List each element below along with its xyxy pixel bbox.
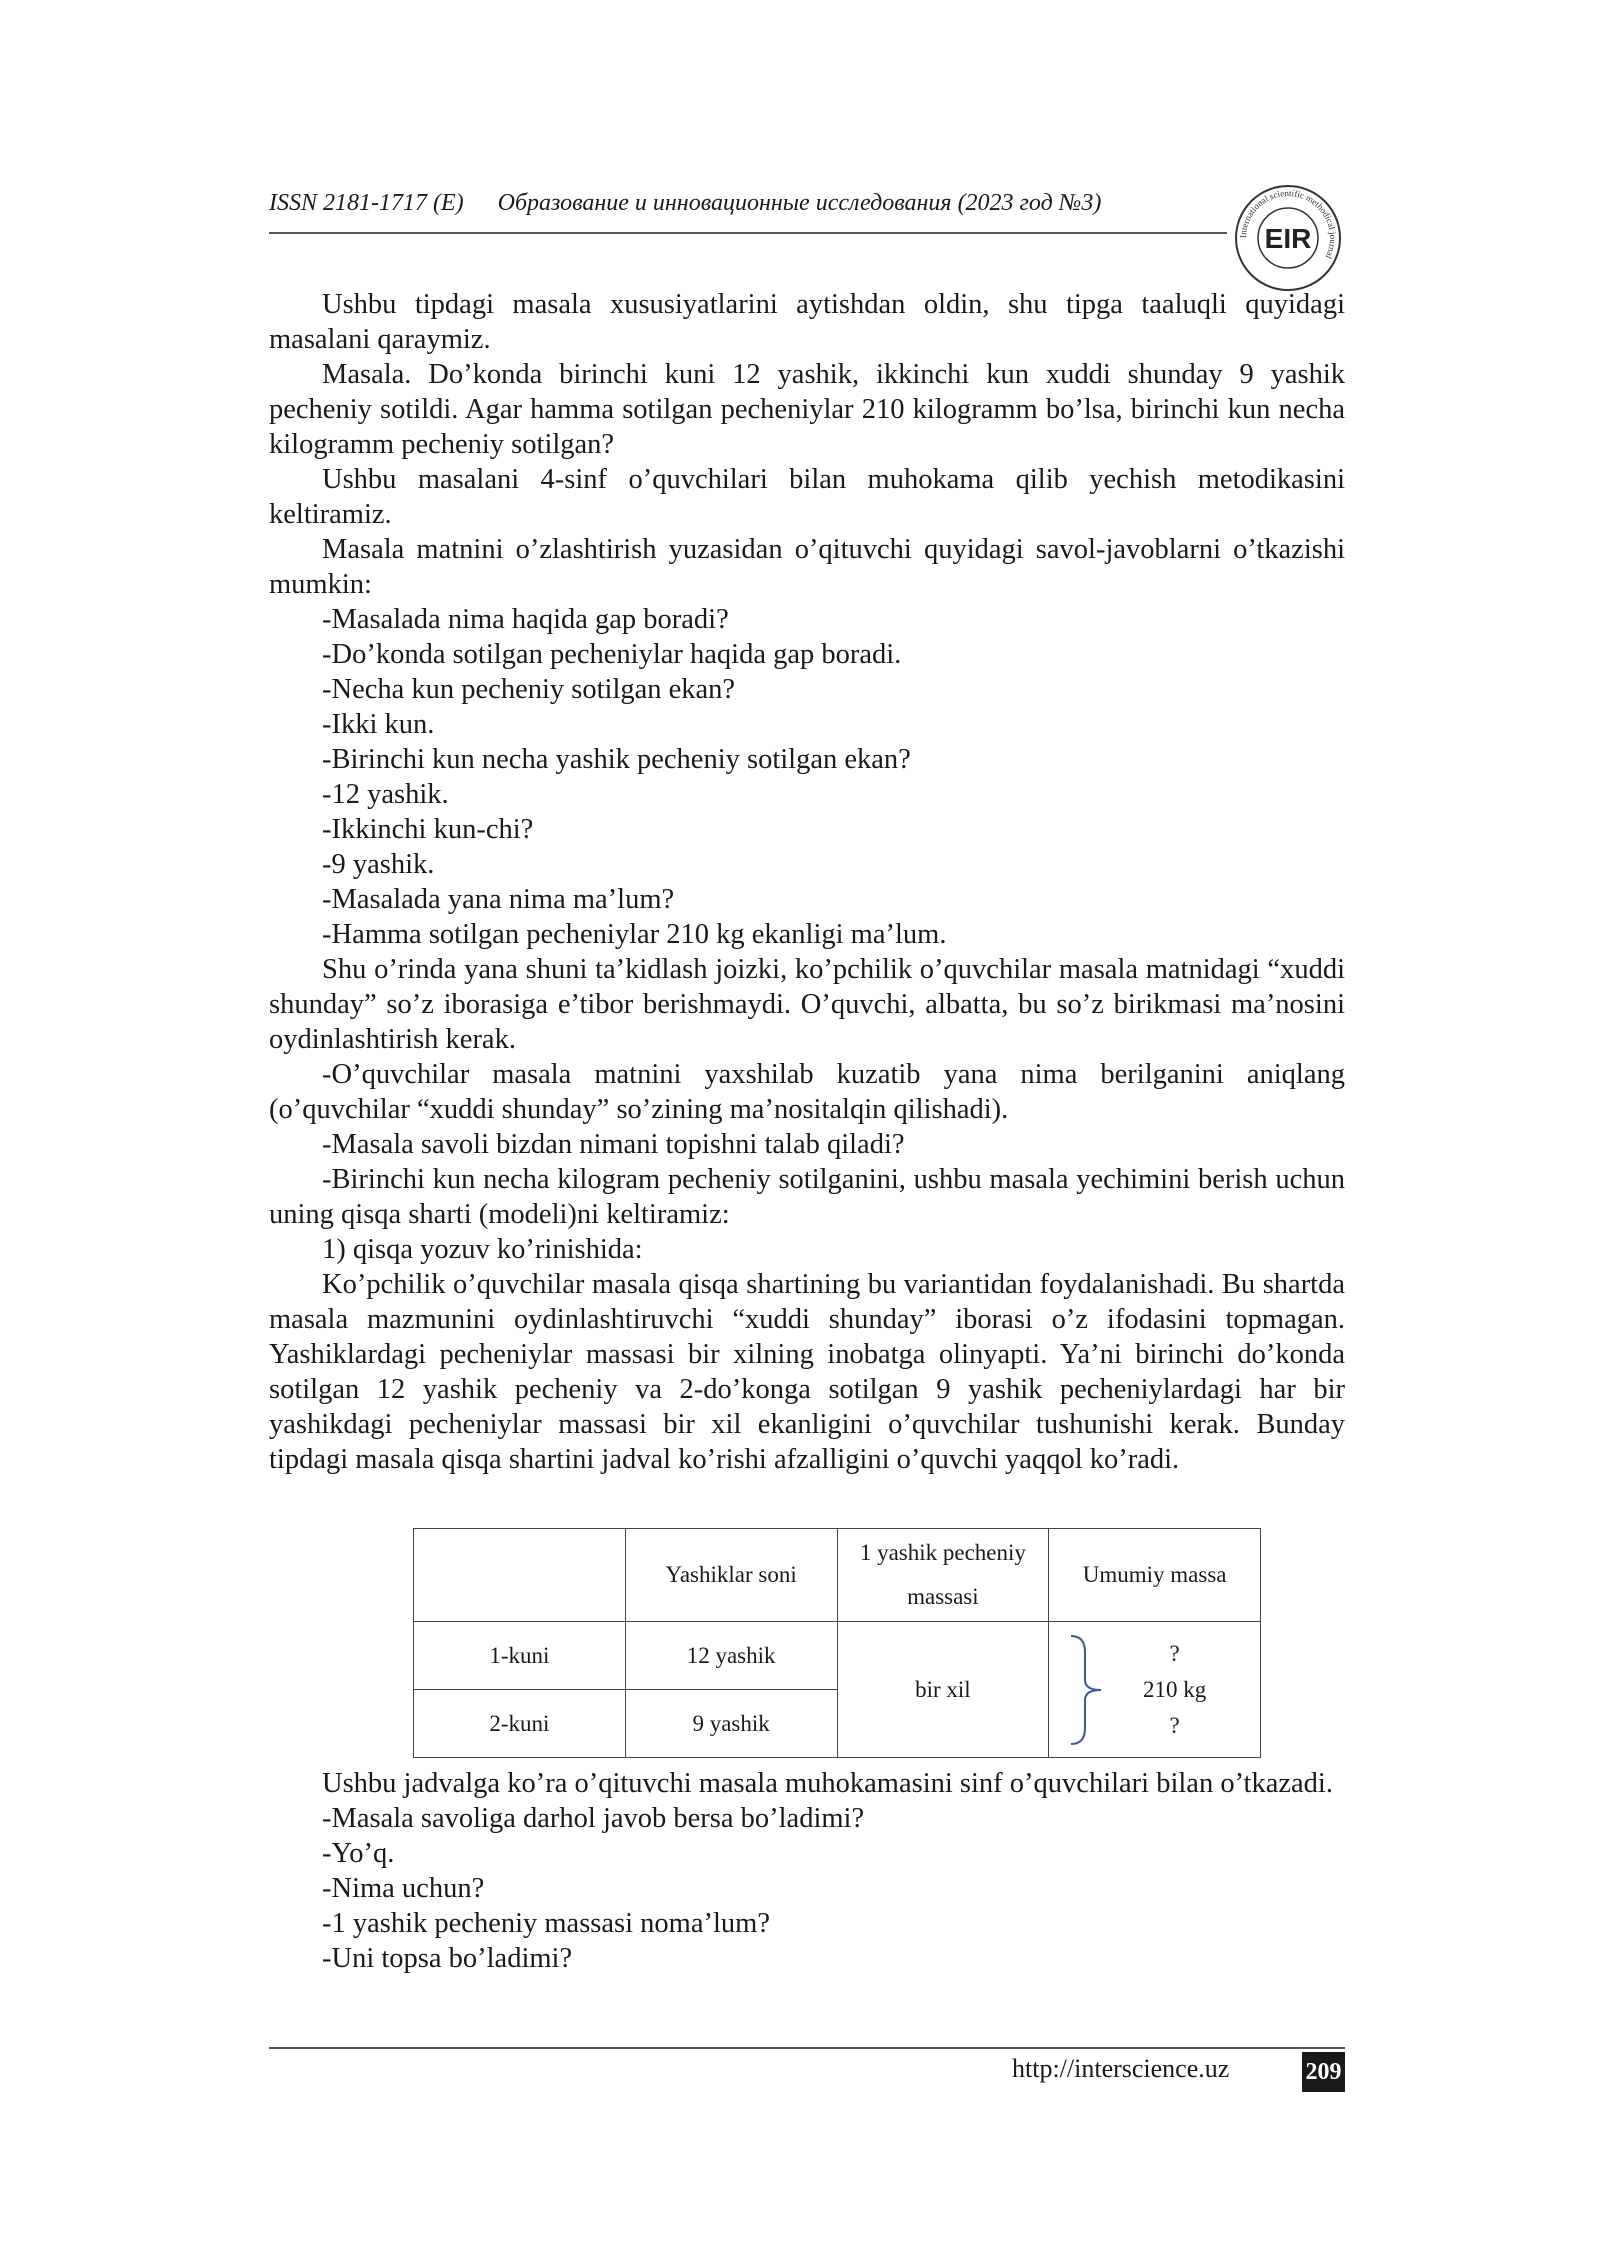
condition-table (413, 1528, 1261, 1758)
dialogue-line: -Ikki kun. (322, 709, 435, 740)
page-number: 209 (1302, 2052, 1345, 2092)
header-rule (269, 232, 1227, 234)
dialogue-line: -Masala savoli bizdan nimani topishni talab qiladi? (322, 1129, 905, 1160)
dialogue-line: -Uni topsa bo’ladimi? (322, 1943, 573, 1974)
dialogue-line: -1 yashik pecheniy massasi noma’lum? (322, 1908, 770, 1939)
paragraph: Masala. Do’konda birinchi kuni 12 yashik, ikkinchi kun xuddi shunday 9 yashik pecheniy sotildi. Agar hamma sotilgan pecheniylar 210 kilogramm bo’lsa, birinchi kun necha kilogramm pecheniy sotilgan? (269, 359, 1345, 460)
total-value: 210 kg (1143, 1676, 1207, 1702)
paragraph: Ushbu masalani 4-sinf o’quvchilari bilan muhokama qilib yechish metodikasini keltiramiz. (269, 464, 1345, 530)
table-header-cell: Umumiy massa (1049, 1529, 1261, 1622)
dialogue-line: 1) qisqa yozuv ko’rinishida: (322, 1234, 643, 1265)
paragraph: Shu o’rinda yana shuni ta’kidlash joizki, ko’pchilik o’quvchilar masala matnidagi “xuddi shunday” so’z iborasiga e’tibor berishmaydi. O’quvchi, albatta, bu so’z birikmasi ma’nosini oydinlashtirish kerak. (269, 954, 1345, 1055)
total-cell (1049, 1622, 1261, 1758)
body-text (269, 287, 1345, 1477)
table-header-cell (414, 1529, 626, 1622)
dialogue-line: -Masalada nima haqida gap boradi? (322, 604, 729, 635)
paragraph: Ushbu jadvalga ko’ra o’qituvchi masala muhokamasini sinf o’quvchilari bilan o’tkazadi. (322, 1768, 1333, 1799)
page-header (269, 190, 1349, 238)
dialogue-line: -Yo’q. (322, 1838, 395, 1869)
row-count: 9 yashik (625, 1690, 837, 1758)
footer-url-link[interactable]: http://interscience.uz (1012, 2054, 1230, 2083)
paragraph: -O’quvchilar masala matnini yaxshilab kuzatib yana nima berilganini aniqlang (o’quvchilar “xuddi shunday” so’zining ma’nositalqin qilishadi). (269, 1059, 1345, 1125)
dialogue-line: -12 yashik. (322, 779, 449, 810)
header-text (269, 190, 1101, 217)
journal-logo-icon (1232, 182, 1344, 294)
dialogue-line: -Birinchi kun necha yashik pecheniy sotilgan ekan? (322, 744, 911, 775)
row-label: 1-kuni (414, 1622, 626, 1690)
dialogue-line: -9 yashik. (322, 849, 435, 880)
dialogue-line: -Masala savoliga darhol javob bersa bo’ladimi? (322, 1803, 865, 1834)
total-unknown-1: ? (1169, 1640, 1180, 1666)
row-count: 12 yashik (625, 1622, 837, 1690)
logo-text: EIR (1264, 223, 1312, 254)
table-row (414, 1622, 1261, 1690)
footer-rule (269, 2047, 1345, 2049)
dialogue-line: -Ikkinchi kun-chi? (322, 814, 534, 845)
journal-title: Образование и инновационные исследования (2023 год №3) (497, 190, 1102, 216)
logo-ring-text: International scientific methodical journal (1237, 187, 1339, 261)
table-header-cell: 1 yashik pecheniy massasi (837, 1529, 1049, 1622)
curly-brace-icon (1067, 1632, 1107, 1748)
paragraph: Masala matnini o’zlashtirish yuzasidan o’qituvchi quyidagi savol-javoblarni o’tkazishi mumkin: (269, 534, 1345, 600)
dialogue-line: -Masalada yana nima ma’lum? (322, 884, 675, 915)
paragraph: -Birinchi kun necha kilogram pecheniy sotilganini, ushbu masala yechimini berish uchun uning qisqa sharti (modeli)ni keltiramiz: (269, 1164, 1345, 1230)
issn: ISSN 2181-1717 (E) (269, 190, 464, 216)
dialogue-line: -Hamma sotilgan pecheniylar 210 kg ekanligi ma’lum. (322, 919, 947, 950)
row-label: 2-kuni (414, 1690, 626, 1758)
mass-cell: bir xil (837, 1622, 1049, 1758)
dialogue-line: -Do’konda sotilgan pecheniylar haqida gap boradi. (322, 639, 902, 670)
dialogue-line: -Nima uchun? (322, 1873, 485, 1904)
dialogue-line: -Necha kun pecheniy sotilgan ekan? (322, 674, 736, 705)
after-table-text (269, 1766, 1345, 1976)
table-header-cell: Yashiklar soni (625, 1529, 837, 1622)
total-unknown-2: ? (1169, 1712, 1180, 1738)
paragraph: Ushbu tipdagi masala xususiyatlarini aytishdan oldin, shu tipga taaluqli quyidagi masalani qaraymiz. (269, 289, 1345, 355)
problem-table (413, 1528, 1261, 1756)
paragraph: Ko’pchilik o’quvchilar masala qisqa shartining bu variantidan foydalanishadi. Bu shartda masala mazmunini oydinlashtiruvchi “xuddi shunday” iborasi o’z ifodasini topmagan. Yashiklardagi pecheniylar massasi bir xilning inobatga olinyapti. Ya’ni birinchi do’konda sotilgan 12 yashik pecheniy va 2-do’konga sotilgan 9 yashik pecheniylardagi har bir yashikdagi pecheniylar massasi bir xil ekanligini o’quvchilar tushunishi kerak. Bunday tipdagi masala qisqa shartini jadval ko’rishi afzalligini o’quvchi yaqqol ko’radi. (269, 1269, 1345, 1475)
